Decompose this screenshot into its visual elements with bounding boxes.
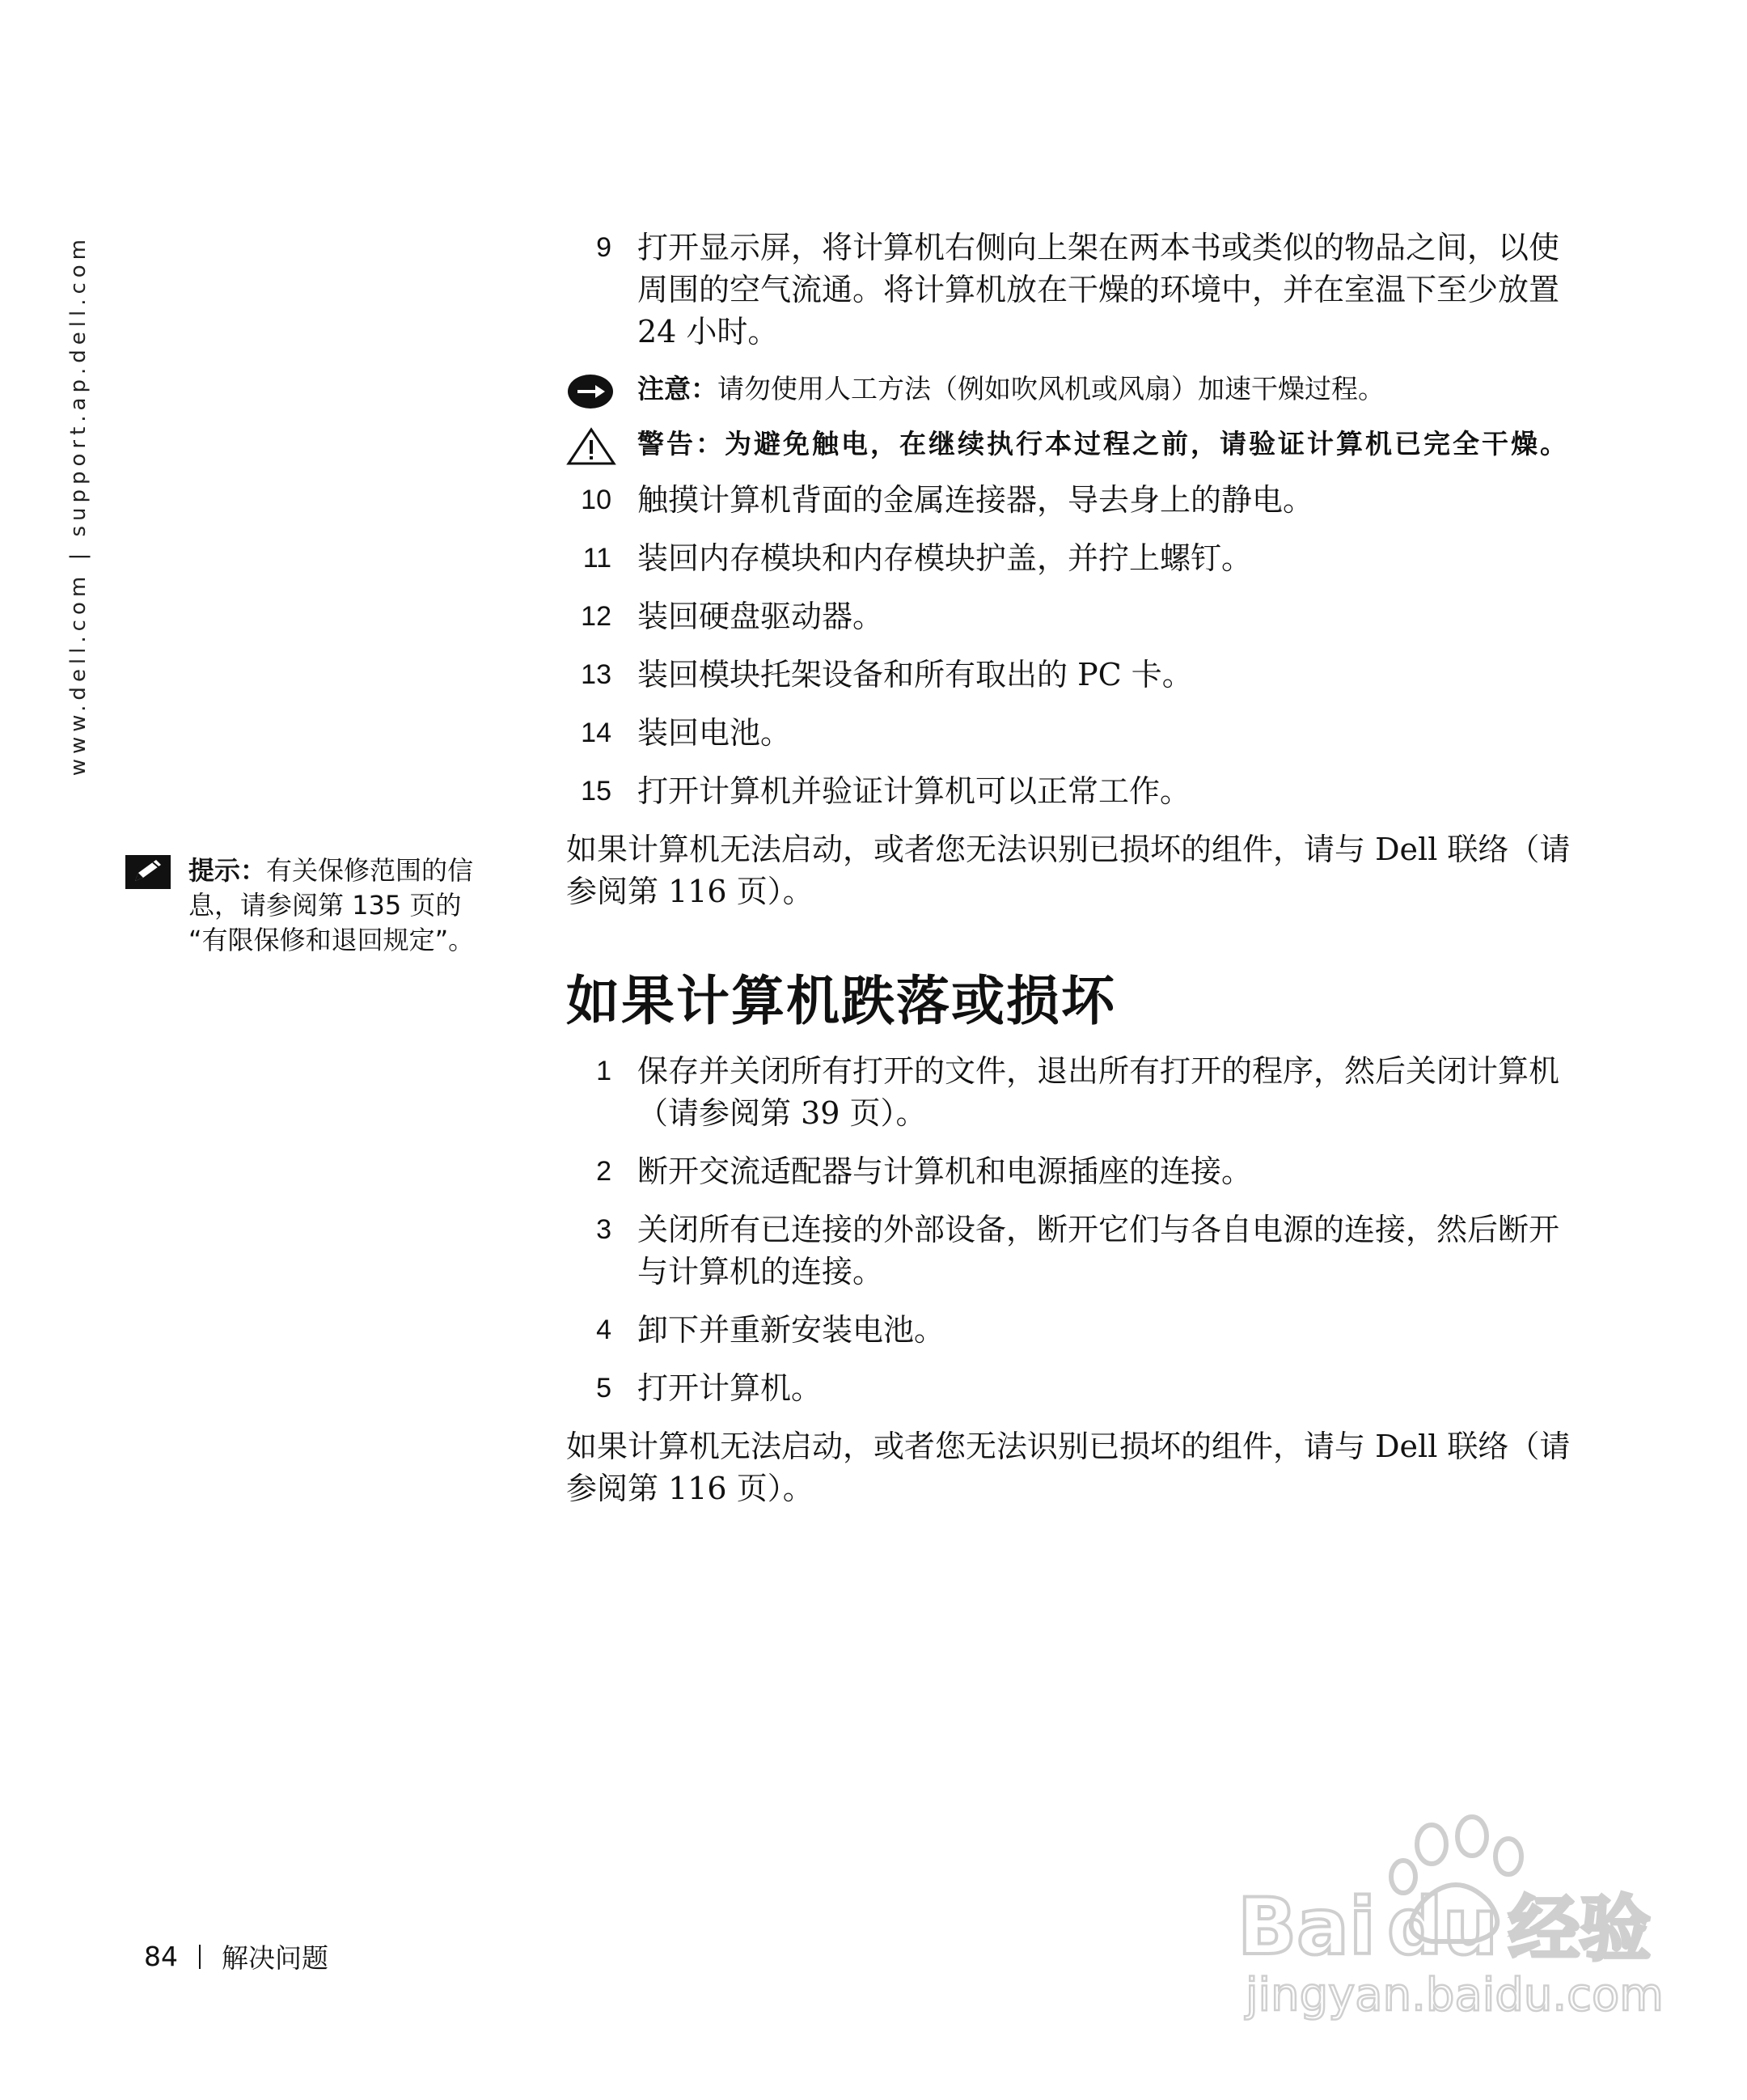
section-heading: 如果计算机跌落或损坏 (566, 970, 1116, 1032)
step-number: 12 (581, 601, 611, 632)
step-number: 2 (596, 1156, 611, 1187)
steps-list-b (566, 479, 1585, 812)
step-text: 卸下并重新安装电池。 (637, 1312, 945, 1348)
step-number: 11 (582, 543, 611, 574)
warning-triangle-icon (566, 427, 616, 466)
step-number: 13 (581, 659, 611, 690)
step-number: 9 (596, 232, 611, 263)
steps-list-a (566, 227, 1585, 353)
svg-text:Bai: Bai (1237, 1882, 1376, 1972)
step-text: 装回电池。 (637, 715, 792, 751)
list-item (566, 1209, 1585, 1293)
steps-list-c (566, 1050, 1585, 1409)
step-number: 14 (581, 718, 611, 748)
list-item (566, 1150, 1585, 1192)
step-text: 断开交流适配器与计算机和电源插座的连接。 (637, 1154, 1253, 1189)
list-item (566, 537, 1585, 579)
contact-paragraph: 如果计算机无法启动，或者您无法识别已损坏的组件，请与 Dell 联络（请参阅第 116 页）。 (566, 832, 1571, 909)
notice-label: 注意： (637, 373, 717, 404)
tip-note (125, 853, 497, 958)
step-text: 打开计算机。 (637, 1370, 823, 1406)
warning-text: 为避免触电，在继续执行本过程之前，请验证计算机已完全干燥。 (725, 428, 1569, 459)
list-item (566, 654, 1585, 696)
step-number: 1 (596, 1056, 611, 1086)
list-item (566, 595, 1585, 637)
warning-label: 警告： (637, 428, 725, 459)
list-item (566, 1050, 1585, 1134)
svg-text:经验: 经验 (1508, 1887, 1652, 1971)
footer-section: 解决问题 (222, 1942, 328, 1974)
list-item (566, 1309, 1585, 1351)
notice-text: 请勿使用人工方法（例如吹风机或风扇）加速干燥过程。 (717, 373, 1385, 404)
list-item (566, 227, 1585, 353)
step-number: 3 (596, 1214, 611, 1245)
step-number: 10 (581, 485, 611, 515)
step-text: 打开计算机并验证计算机可以正常工作。 (637, 773, 1191, 809)
tip-text: 有关保修范围的信息，请参阅第 135 页的 “有限保修和退回规定”。 (188, 855, 475, 955)
step-number: 5 (596, 1373, 611, 1404)
footer-divider (199, 1945, 201, 1969)
pencil-note-icon (125, 855, 171, 889)
notice-hand-icon (566, 372, 616, 411)
notice-note (566, 369, 1585, 409)
list-item (566, 712, 1585, 754)
step-text: 打开显示屏，将计算机右侧向上架在两本书或类似的物品之间，以使周围的空气流通。将计算机放在干燥的环境中，并在室温下至少放置 24 小时。 (637, 230, 1560, 349)
page-number: 84 (144, 1941, 178, 1972)
side-url-text: www.dell.com | support.ap.dell.com (66, 235, 91, 777)
svg-text:du: du (1387, 1882, 1499, 1972)
list-item (566, 1367, 1585, 1409)
baidu-jingyan-watermark-logo (1229, 1812, 1682, 2022)
list-item (566, 770, 1585, 812)
step-text: 装回模块托架设备和所有取出的 PC 卡。 (637, 657, 1193, 692)
step-text: 触摸计算机背面的金属连接器，导去身上的静电。 (637, 482, 1314, 518)
main-content (566, 227, 1585, 1524)
contact-paragraph: 如果计算机无法启动，或者您无法识别已损坏的组件，请与 Dell 联络（请参阅第 116 页）。 (566, 1429, 1571, 1506)
step-text: 关闭所有已连接的外部设备，断开它们与各自电源的连接，然后断开与计算机的连接。 (637, 1212, 1560, 1289)
list-item (566, 479, 1585, 521)
page-footer (144, 1937, 328, 1975)
tip-label: 提示： (188, 855, 267, 886)
step-text: 装回内存模块和内存模块护盖，并拧上螺钉。 (637, 540, 1253, 576)
svg-text:jingyan.baidu.com: jingyan.baidu.com (1246, 1969, 1664, 2022)
step-number: 4 (596, 1315, 611, 1345)
step-text: 装回硬盘驱动器。 (637, 599, 884, 634)
step-number: 15 (581, 776, 611, 807)
step-text: 保存并关闭所有打开的文件，退出所有打开的程序，然后关闭计算机 （请参阅第 39 页）。 (637, 1053, 1560, 1131)
warning-note (566, 424, 1585, 464)
